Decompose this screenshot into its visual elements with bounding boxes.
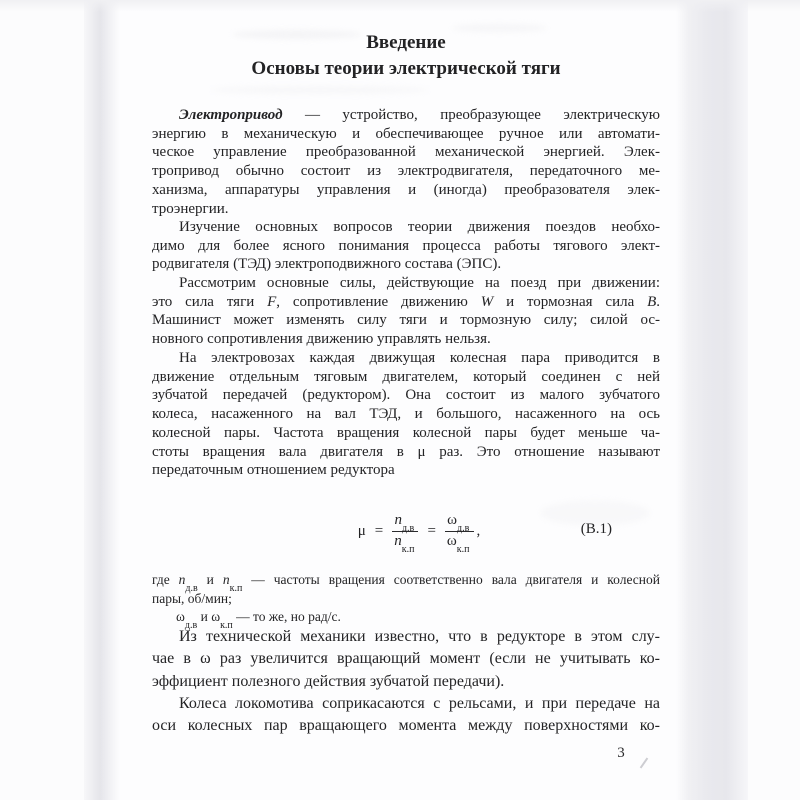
text-segment: — устройство, преобразующее электрическую [282, 107, 660, 123]
text-line: стоты вращения вала двигателя в μ раз. Это отношение называют [152, 443, 660, 460]
fraction-numerator [445, 511, 474, 532]
text-line [152, 608, 660, 631]
text-line: На электровозах каждая движущая колесная пара приводится в [179, 350, 660, 366]
variable-n: n [222, 572, 230, 587]
page-edge-shadow-right [676, 0, 748, 800]
fraction-numerator [392, 511, 418, 532]
text-line: эффициент полезного действия зубчатой передачи). [152, 672, 505, 690]
text-line [152, 106, 660, 125]
text-line [152, 293, 660, 312]
text-line: чае в ω раз увеличится вращающий момент (если не учитывать ко- [152, 650, 660, 668]
text-line: Колеса локомотива соприкасаются с рельсами, и при передаче на [179, 695, 660, 712]
mu-symbol: μ [357, 522, 366, 539]
text-segment: где [152, 572, 179, 587]
fraction-omega [445, 511, 474, 555]
scan-smudge [210, 86, 430, 94]
variable-W: W [480, 293, 494, 310]
omega-symbol: ω [447, 511, 457, 528]
text-line: оси колесных пар вращающего момента между поверхностями ко- [152, 717, 660, 735]
text-line: ческое управление преобразованной механической энергией. Элек- [152, 144, 660, 161]
variable-n: n [394, 532, 402, 549]
fraction-denominator [445, 532, 474, 555]
paragraph-lead-term: Электропривод [179, 107, 283, 123]
equals-sign: = [374, 522, 384, 539]
equals-sign: = [427, 522, 436, 539]
equation-number: (В.1) [580, 521, 612, 537]
omega-symbol: ω [446, 532, 457, 549]
text-segment: это сила тяги [152, 293, 268, 310]
subscript-kp: к.п [456, 543, 470, 555]
variable-B: B [647, 293, 657, 310]
subscript-dv: д.в [401, 522, 415, 534]
variable-F: F [267, 293, 277, 310]
text-line: передаточным отношением редуктора [152, 462, 395, 479]
text-segment: — частоты вращения соответственно вала двигателя и колесной [242, 572, 660, 587]
text-line: ханизма, аппаратуры управления и (иногда) преобразователя элек- [152, 181, 660, 198]
text-line: новного сопротивления движению управлять нельзя. [152, 331, 491, 348]
paragraph-6 [152, 693, 660, 738]
formula-b1 [152, 500, 660, 562]
omega-symbol: ω [211, 609, 221, 624]
text-line: колеса, насаженного на вал ТЭД, и большого, насаженного на ось [152, 406, 660, 423]
text-segment: и [197, 572, 223, 587]
subscript-dv: д.в [185, 582, 198, 594]
text-line: троэнергии. [152, 200, 229, 217]
paragraph-4 [152, 349, 660, 480]
variable-n: n [178, 572, 186, 587]
text-segment: , сопротивление движению [276, 293, 481, 310]
subscript-dv: д.в [457, 522, 470, 534]
fraction-n [392, 511, 418, 555]
text-line: Машинист может изменять силу тяги и тормозную силу; силой ос- [152, 312, 660, 329]
page-edge-shadow-top [0, 0, 800, 12]
text-line: зубчатой передачей (редуктором). Она состоит из малого зубчатого [152, 387, 660, 404]
text-segment: и тормозная сила [493, 293, 648, 310]
text-line: движение отдельным тяговым двигателем, который соединен с ней [152, 368, 660, 385]
paragraph-5 [152, 626, 660, 693]
chapter-title: Введение [366, 32, 446, 53]
text-line: родвигателя (ТЭД) электроподвижного состава (ЭПС). [152, 256, 502, 273]
text-line: Из технической механики известно, что в редукторе в этом слу- [179, 628, 660, 645]
variable-n: n [394, 511, 402, 528]
paragraph-2 [152, 218, 660, 274]
text-line: пары, об/мин; [152, 590, 232, 606]
chapter-subtitle: Основы теории электрической тяги [251, 58, 561, 79]
text-line: тропривод обычно состоит из электродвигателя, передаточного ме- [152, 163, 660, 180]
page-number: 3 [617, 745, 625, 761]
subscript-kp: к.п [401, 543, 415, 555]
page-edge-shadow-left [84, 0, 120, 800]
text-segment: и [197, 609, 212, 624]
text-line: Рассмотрим основные силы, действующие на поезд при движении: [179, 275, 660, 291]
text-line: Изучение основных вопросов теории движения поездов необхо- [179, 219, 660, 235]
omega-symbol: ω [176, 609, 185, 624]
subscript-kp: к.п [229, 582, 243, 594]
subscript-dv: д.в [184, 619, 198, 631]
formula-legend [152, 571, 660, 631]
text-line: колесной пары. Частота вращения колесной пары будет меньше ча- [152, 424, 660, 441]
text-line: димо для более ясного понимания процесса работы тягового элект- [152, 237, 660, 254]
text-segment: . [656, 293, 661, 310]
comma: , [476, 522, 481, 539]
text-line [152, 571, 660, 594]
subscript-kp: к.п [220, 619, 233, 631]
paragraph-1 [152, 106, 660, 218]
fraction-denominator [392, 532, 418, 555]
text-segment: — то же, но рад/с. [232, 609, 341, 624]
text-line: энергию в механическую и обеспечивающее ручное или автомати- [152, 125, 660, 142]
paragraph-3 [152, 274, 660, 349]
